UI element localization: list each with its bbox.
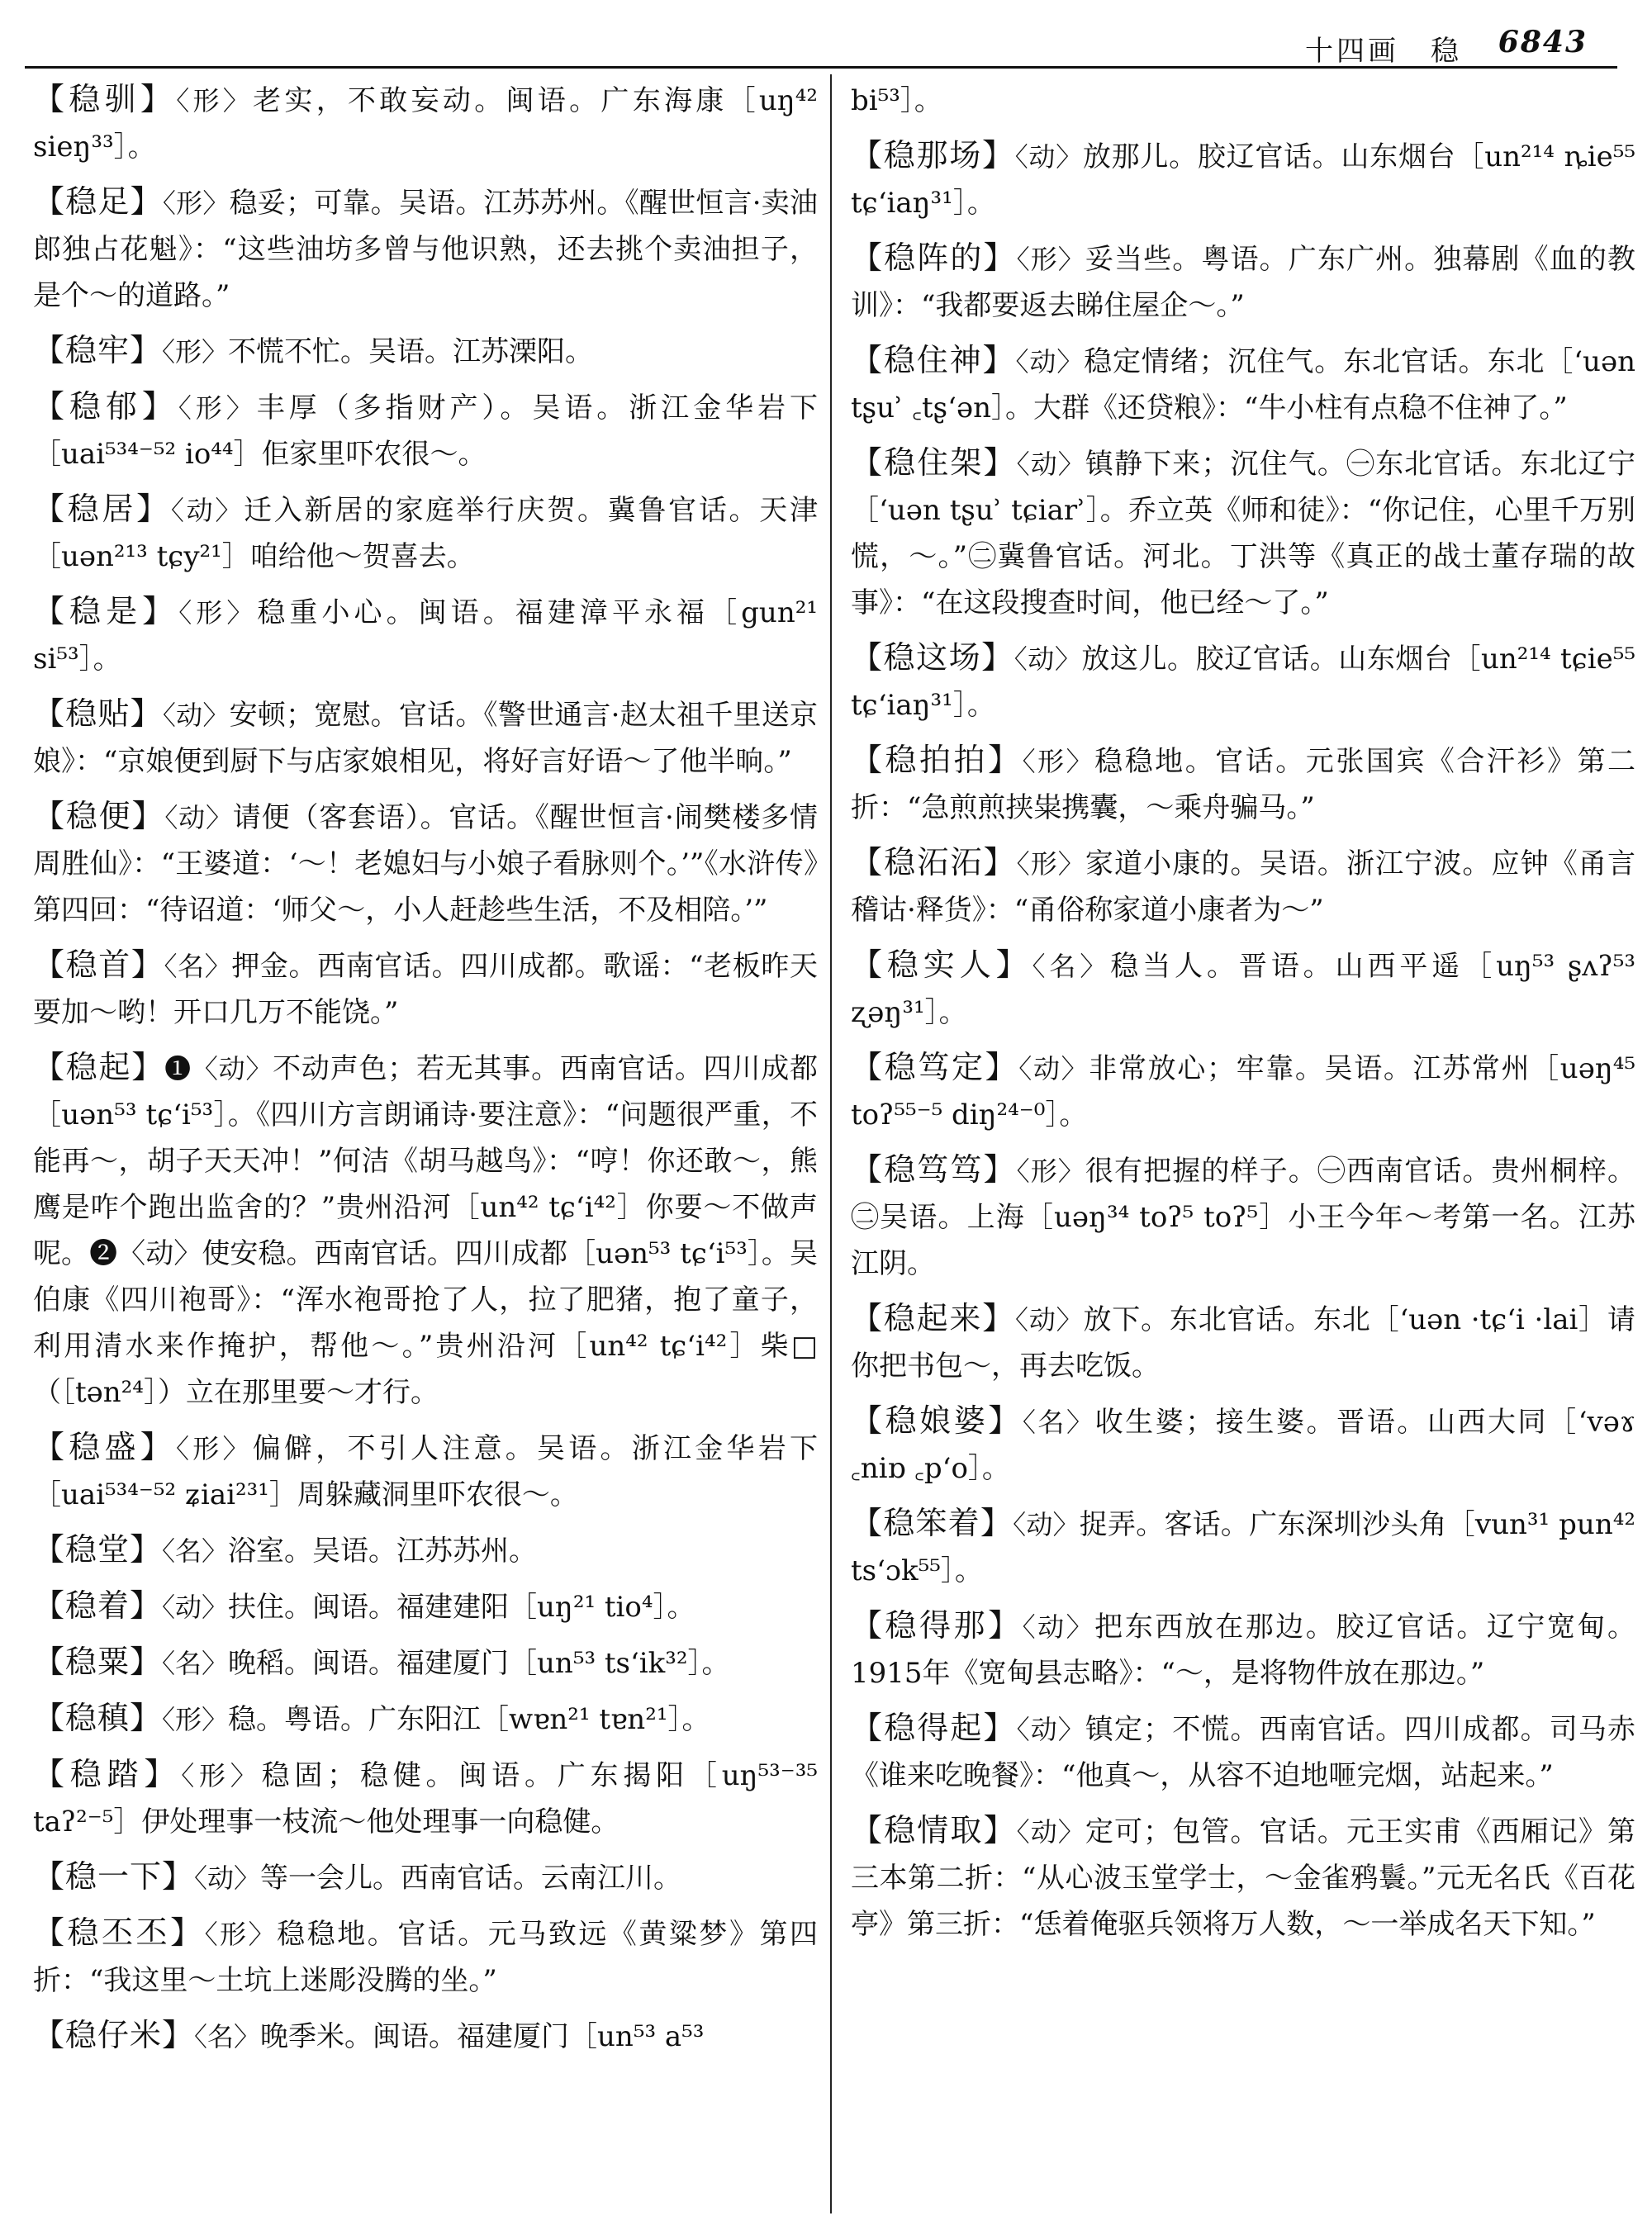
- entry-headword: 【稳情取】: [851, 1812, 1017, 1848]
- entry-definition: 稳妥；可靠。吴语。江苏苏州。《醒世恒言·卖油郎独占花魁》：“这些油坊多曾与他识熟，还去挑个卖油担子，是个～的道路。”: [33, 187, 818, 312]
- dictionary-entry: [33, 793, 818, 933]
- entry-definition: 偏僻，不引人注意。吴语。浙江金华岩下［uai⁵³⁴⁻⁵² ʑiai²³¹］周躲藏洞里吓农很～。: [33, 1432, 818, 1511]
- entry-definition: 不慌不忙。吴语。江苏溧阳。: [228, 335, 594, 368]
- dictionary-entry: [851, 235, 1635, 329]
- entry-pos: 〈名〉: [164, 951, 232, 982]
- dictionary-entry: [33, 1582, 818, 1630]
- dictionary-entry: [851, 634, 1635, 728]
- entry-pos: 〈形〉: [178, 597, 258, 629]
- dictionary-entry: [33, 1695, 818, 1743]
- dictionary-entry: [33, 178, 818, 319]
- entry-headword: 【稳起】: [33, 1049, 165, 1085]
- entry-pos: 〈动〉: [1014, 643, 1082, 675]
- entry-pos: 〈动〉: [162, 1592, 229, 1623]
- entry-headword: 【稳贴】: [33, 695, 163, 732]
- dictionary-entry: [851, 1146, 1635, 1287]
- entry-headword: 【稳便】: [33, 798, 165, 834]
- entry-definition: 晚季米。闽语。福建厦门［un⁵³ a⁵³: [260, 2020, 705, 2053]
- entry-pos: 〈形〉: [162, 336, 229, 368]
- dictionary-entry: [33, 1526, 818, 1574]
- entry-definition: 不动声色；若无其事。西南官话。四川成都［uən⁵³ tɕʻi⁵³］。《四川方言朗诵诗·要注意》：“问题很严重，不能再～，胡子天天冲！”何洁《胡马越鸟》：“哼！你还敢～，熊鹰是咋个跑出监舍的？”贵州沿河［un⁴² tɕʻi⁴²］你要～不做声呢。❷〈动〉使安稳。西南官话。四川成都［uən⁵³ tɕʻi⁵³］。吴伯康《四川袍哥》：“浑水袍哥抢了人，拉了肥猪，抱了童子，利用清水来作掩护，帮他～。”贵州沿河［un⁴² tɕʻi⁴²］柴□（［tən²⁴］）立在那里要～才行。: [33, 1052, 818, 1409]
- dictionary-entry: [851, 1705, 1635, 1799]
- dictionary-entry: [851, 1044, 1635, 1138]
- entry-headword: 【稳粟】: [33, 1644, 163, 1680]
- entry-pos: 〈动〉: [164, 802, 233, 833]
- dictionary-entry: [851, 337, 1635, 431]
- dictionary-entry: [33, 588, 818, 682]
- entry-definition: 放那儿。胶辽官话。山东烟台［un²¹⁴ ȵie⁵⁵ tɕʻiaŋ³¹］。: [851, 140, 1635, 220]
- dictionary-entry: [33, 2012, 818, 2060]
- entry-headword: 【稳笨着】: [851, 1505, 1014, 1541]
- entry-headword: 【稳阵的】: [851, 240, 1017, 276]
- dictionary-entry: [33, 486, 818, 580]
- header-section-title: 十四画 稳: [1305, 35, 1462, 68]
- left-column: [33, 76, 818, 2068]
- dictionary-entry: [851, 439, 1635, 626]
- dictionary-entry: [851, 1602, 1635, 1696]
- dictionary-entry: [851, 132, 1635, 226]
- dictionary-entry: [851, 942, 1635, 1036]
- entry-headword: 【稳驯】: [33, 81, 177, 117]
- entry-headword: 【稳沰沰】: [851, 844, 1017, 880]
- entry-definition: 晚稻。闽语。福建厦门［un⁵³ tsʻik³²］。: [228, 1647, 730, 1680]
- entry-definition: 押金。西南官话。四川成都。歌谣：“老板昨天要加～哟！开口几万不能饶。”: [33, 950, 818, 1029]
- entry-definition: 浴室。吴语。江苏苏州。: [228, 1535, 538, 1568]
- entry-pos: 〈形〉: [1016, 1155, 1085, 1187]
- entry-definition: 妥当些。粤语。广东广州。独幕剧《血的教训》：“我都要返去睇住屋企～。”: [851, 243, 1635, 322]
- dictionary-entry: [851, 1500, 1635, 1594]
- dictionary-entry: [33, 383, 818, 477]
- entry-headword: 【稳首】: [33, 947, 164, 983]
- entry-headword: 【稳那场】: [851, 137, 1015, 173]
- dictionary-entry: [851, 76, 1635, 124]
- dictionary-entry: [33, 1853, 818, 1901]
- entry-pos: 〈动〉: [1016, 448, 1085, 480]
- entry-pos: 〈形〉: [1016, 848, 1085, 880]
- entry-headword: 【稳这场】: [851, 639, 1014, 676]
- dictionary-entry: [33, 942, 818, 1036]
- entry-headword: 【稳稹】: [33, 1700, 163, 1736]
- entry-definition: 扶住。闽语。福建建阳［uŋ²¹ tio⁴］。: [228, 1591, 695, 1624]
- entry-pos: 〈形〉: [176, 85, 254, 116]
- entry-definition: 稳定情绪；沉住气。东北官话。东北［ʻuən tʂuʾ ꜀tʂʻən］。大群《还贷粮》：“牛小柱有点稳不住神了。”: [851, 345, 1635, 425]
- entry-definition: 定可；包管。官话。元王实甫《西厢记》第三本第二折：“从心波玉堂学士，～金雀鸦鬟。”元无名氏《百花亭》第三折：“恁着俺驱兵领将万人数，～一举成名天下知。”: [851, 1815, 1635, 1941]
- entry-definition: 家道小康的。吴语。浙江宁波。应钟《甬言稽诂·释货》：“甬俗称家道小康者为～”: [851, 847, 1635, 927]
- entry-definition: 稳当人。晋语。山西平遥［uŋ⁵³ ʂʌʔ⁵³ ʐəŋ³¹］。: [851, 950, 1635, 1029]
- entry-pos: 〈动〉: [194, 1862, 261, 1894]
- entry-pos: 〈动〉: [170, 495, 244, 526]
- entry-definition: 稳稳地。官话。元马致远《黄粱梦》第四折：“我这里～土坑上迷彫没腾的坐。”: [33, 1918, 818, 1997]
- entry-headword: 【稳足】: [33, 183, 163, 220]
- entry-headword: 【稳着】: [33, 1587, 163, 1624]
- dictionary-entry: [33, 1044, 818, 1416]
- dictionary-entry: [851, 839, 1635, 933]
- dictionary-entry: [33, 690, 818, 785]
- entry-definition: 收生婆；接生婆。晋语。山西大同［ʻvəɤ ꜀niɒ ꜀pʻo］。: [851, 1406, 1635, 1485]
- entry-pos: 〈形〉: [1022, 746, 1095, 777]
- entry-headword: 【稳郁】: [33, 388, 178, 425]
- dictionary-entry: [851, 1295, 1635, 1389]
- entry-headword: 【稳一下】: [33, 1858, 195, 1895]
- entry-headword: 【稳实人】: [851, 947, 1032, 983]
- entry-definition: 非常放心；牢靠。吴语。江苏常州［uəŋ⁴⁵ toʔ⁵⁵⁻⁵ diŋ²⁴⁻⁰］。: [851, 1052, 1635, 1132]
- entry-pos: 〈动〉: [1013, 1509, 1080, 1540]
- entry-headword: 【稳笃定】: [851, 1049, 1019, 1085]
- entry-headword: 【稳牢】: [33, 332, 163, 368]
- entry-pos: 〈名〉: [162, 1535, 229, 1567]
- right-column: [851, 76, 1635, 1956]
- entry-headword: 【稳拍拍】: [851, 742, 1023, 778]
- entry-pos: 〈动〉: [1015, 1304, 1084, 1336]
- entry-pos: 〈动〉: [162, 700, 230, 731]
- entry-pos: 〈名〉: [194, 2021, 261, 2052]
- entry-headword: 【稳得那】: [851, 1607, 1023, 1644]
- entry-definition: 镇静下来；沉住气。㊀东北官话。东北辽宁［ʻuən tʂuʾ tɕiarʾ］。乔立英《师和徒》：“你记住，心里千万别慌，～。”㊁冀鲁官话。河北。丁洪等《真正的战士董存瑞的故事》：“在这段搜查时间，他已经～了。”: [851, 448, 1635, 619]
- entry-definition: 稳。粤语。广东阳江［wɐn²¹ tɐn²¹］。: [228, 1703, 710, 1736]
- entry-headword: 【稳居】: [33, 491, 171, 527]
- entry-pos: 〈名〉: [1022, 1407, 1095, 1438]
- entry-pos: 〈名〉: [1032, 951, 1111, 982]
- entry-pos: 〈形〉: [178, 392, 257, 424]
- page-number: 6843: [1498, 25, 1588, 59]
- entry-pos: 〈形〉: [204, 1919, 278, 1950]
- header-rule: [25, 66, 1617, 69]
- entry-definition: 很有把握的样子。㊀西南官话。贵州桐梓。㊁吴语。上海［uəŋ³⁴ toʔ⁵ toʔ⁵］小王今年～考第一名。江苏江阴。: [851, 1155, 1635, 1280]
- entry-pos: 〈形〉: [162, 1704, 229, 1735]
- entry-definition: 放这儿。胶辽官话。山东烟台［un²¹⁴ tɕie⁵⁵ tɕʻiaŋ³¹］。: [851, 643, 1635, 722]
- entry-definition: 放下。东北官话。东北［ʻuən ·tɕʻi ·lai］请你把书包～，再去吃饭。: [851, 1303, 1635, 1383]
- entry-pos: ❶〈动〉: [164, 1053, 273, 1084]
- column-divider: [830, 74, 832, 2213]
- entry-definition: 稳稳地。官话。元张国宾《合汗衫》第二折：“急煎煎挟粜携囊，～乘舟骗马。”: [851, 745, 1635, 824]
- entry-headword: 【稳笃笃】: [851, 1151, 1017, 1188]
- entry-definition: 安顿；宽慰。官话。《警世通言·赵太祖千里送京娘》：“京娘便到厨下与店家娘相见，将好言好语～了他半晌。”: [33, 699, 818, 778]
- entry-definition: 稳固；稳健。闽语。广东揭阳［uŋ⁵³⁻³⁵ taʔ²⁻⁵］伊处理事一枝流～他处理事一向稳健。: [33, 1759, 818, 1839]
- dictionary-entry: [33, 1751, 818, 1845]
- entry-pos: 〈形〉: [1016, 244, 1085, 275]
- entry-definition: 迁入新居的家庭举行庆贺。冀鲁官话。天津［uən²¹³ tɕy²¹］咱给他～贺喜去。: [33, 494, 818, 573]
- entry-headword: 【稳住架】: [851, 444, 1017, 481]
- entry-pos: 〈形〉: [176, 1433, 253, 1464]
- entry-pos: 〈动〉: [1015, 346, 1085, 377]
- entry-pos: 〈动〉: [1014, 141, 1083, 173]
- entry-headword: 【稳丕丕】: [33, 1914, 205, 1951]
- entry-pos: 〈形〉: [181, 1760, 262, 1791]
- entry-pos: 〈动〉: [1016, 1816, 1085, 1848]
- entry-headword: 【稳住神】: [851, 342, 1016, 378]
- entry-headword: 【稳是】: [33, 593, 179, 629]
- page-header: [0, 23, 1652, 73]
- entry-pos: 〈形〉: [162, 187, 230, 219]
- entry-headword: 【稳盛】: [33, 1429, 176, 1465]
- entry-definition: 稳重小心。闽语。福建漳平永福［gun²¹ si⁵³］。: [33, 596, 818, 676]
- dictionary-entry: [33, 76, 818, 170]
- dictionary-entry: [33, 1424, 818, 1518]
- dictionary-entry: [33, 1910, 818, 2004]
- entry-headword: 【稳娘婆】: [851, 1402, 1023, 1439]
- entry-headword: 【稳起来】: [851, 1300, 1016, 1336]
- entry-pos: 〈动〉: [1018, 1053, 1089, 1084]
- dictionary-entry: [33, 327, 818, 375]
- entry-definition: 老实，不敢妄动。闽语。广东海康［uŋ⁴² sieŋ³³］。: [33, 84, 818, 164]
- entry-headword: 【稳堂】: [33, 1531, 163, 1568]
- entry-definition: 请便（客套语）。官话。《醒世恒言·闹樊楼多情周胜仙》：“王婆道：‘～！老媳妇与小娘子看脉则个。’”《水浒传》第四回：“待诏道：‘师父～，小人赶趁些生活，不及相陪。’”: [33, 801, 818, 927]
- dictionary-entry: [33, 1639, 818, 1687]
- dictionary-entry: [851, 737, 1635, 831]
- entry-definition: 等一会儿。西南官话。云南江川。: [260, 1862, 682, 1895]
- entry-headword: 【稳踏】: [33, 1756, 182, 1792]
- entry-headword: 【稳得起】: [851, 1710, 1017, 1746]
- entry-definition: 捉弄。客话。广东深圳沙头角［vun³¹ pun⁴² tsʻɔk⁵⁵］。: [851, 1508, 1635, 1587]
- entry-definition: 把东西放在那边。胶辽官话。辽宁宽甸。1915年《宽甸县志略》：“～，是将物件放在那边。”: [851, 1611, 1635, 1690]
- entry-definition: 镇定；不慌。西南官话。四川成都。司马赤《谁来吃晚餐》：“他真～，从容不迫地咂完烟，站起来。”: [851, 1713, 1635, 1792]
- dictionary-entry: [851, 1397, 1635, 1492]
- entry-definition: bi⁵³］。: [851, 84, 942, 117]
- entry-pos: 〈动〉: [1016, 1714, 1085, 1745]
- entry-definition: 丰厚（多指财产）。吴语。浙江金华岩下［uai⁵³⁴⁻⁵² io⁴⁴］佢家里吓农很～。: [33, 391, 818, 471]
- entry-pos: 〈动〉: [1022, 1611, 1095, 1643]
- entry-headword: 【稳仔米】: [33, 2017, 195, 2053]
- dictionary-entry: [851, 1807, 1635, 1948]
- entry-pos: 〈名〉: [162, 1648, 229, 1679]
